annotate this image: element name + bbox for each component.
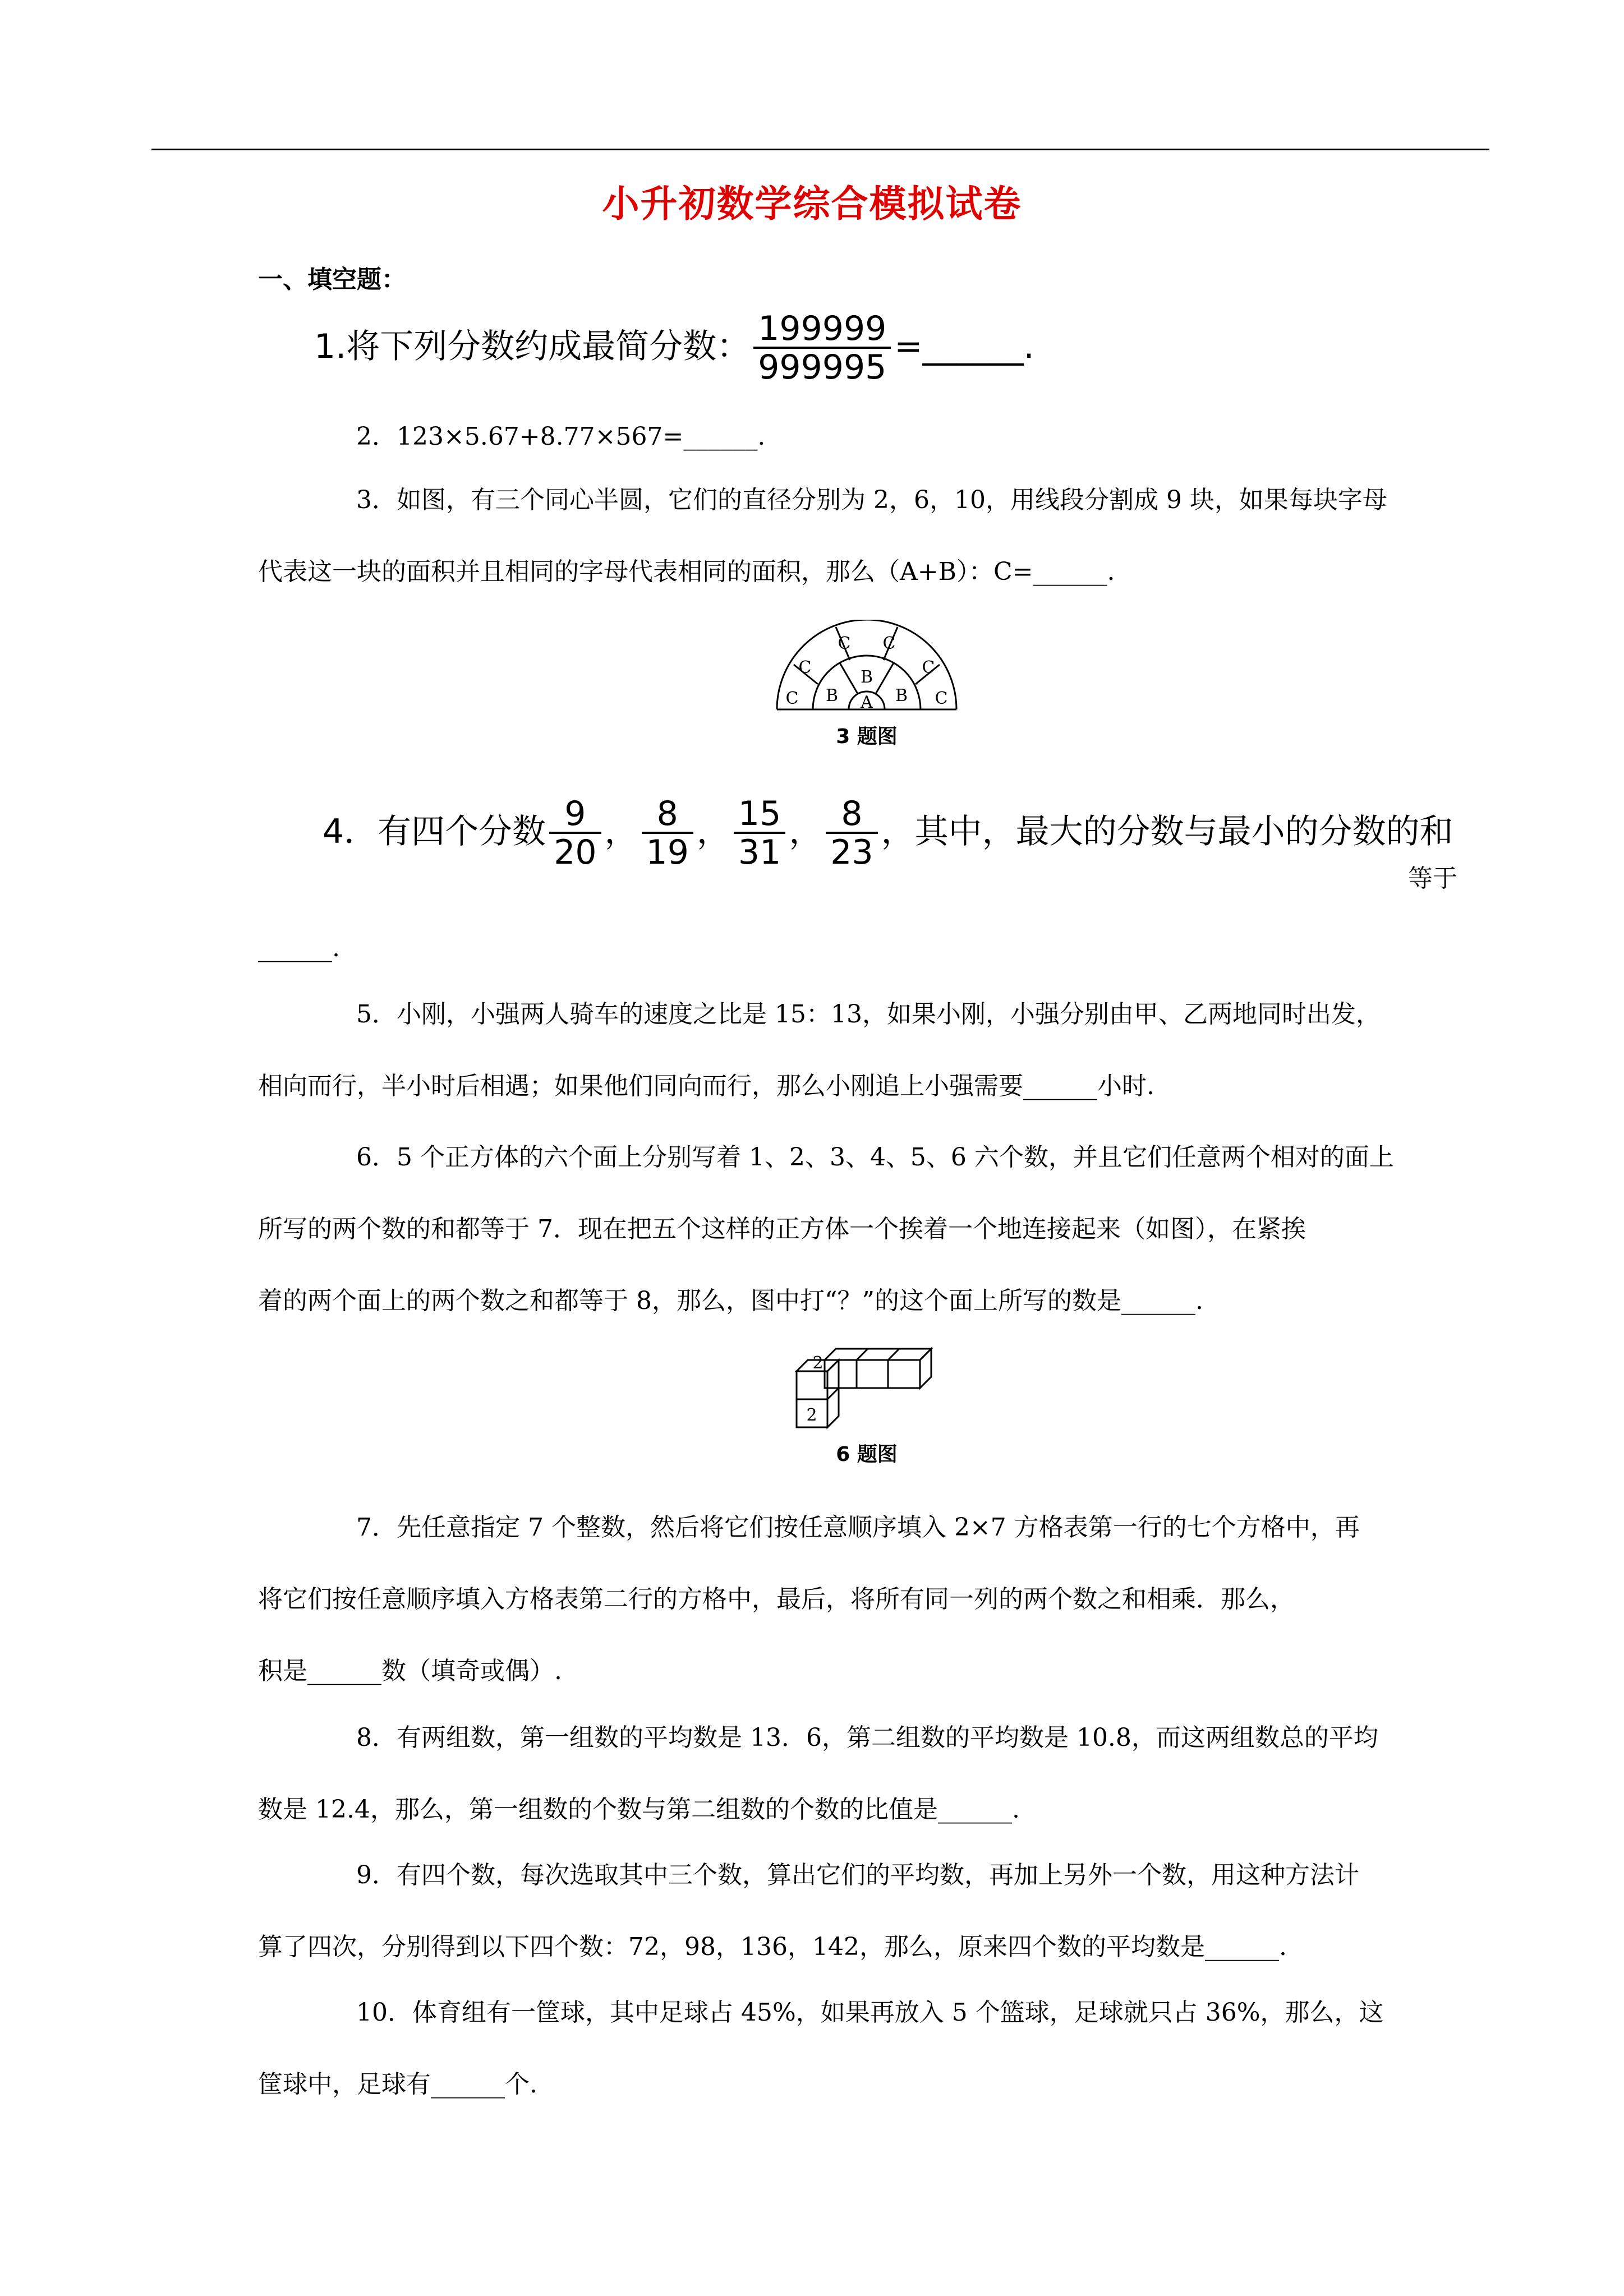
question-6-figure <box>791 1338 937 1433</box>
region-a-label: A <box>861 693 873 712</box>
region-c-label-5: C <box>922 658 935 677</box>
question-1 <box>314 311 1034 386</box>
question-8-line-1: 8．有两组数，第一组数的平均数是 13．6，第二组数的平均数是 10.8，而这两组数总的平均 <box>356 1723 1378 1752</box>
question-3-figure <box>774 620 959 718</box>
question-6-line-2: 所写的两个数的和都等于 7．现在把五个这样的正方体一个挨着一个地连接起来（如图），在紧挨 <box>258 1215 1306 1243</box>
question-9-line-2: 算了四次，分别得到以下四个数：72，98，136，142，那么，原来四个数的平均数是______. <box>258 1933 1287 1961</box>
question-4-tail: 等于 <box>1408 864 1457 893</box>
question-3 <box>258 464 1492 608</box>
question-3-line-2: 代表这一块的面积并且相同的字母代表相同的面积，那么（A+B）：C=______. <box>258 557 1115 586</box>
question-7-line-3: 积是______数（填奇或偶）. <box>258 1657 562 1685</box>
question-4-prefix: 4．有四个分数 <box>323 812 546 852</box>
question-9 <box>258 1839 1492 1983</box>
question-1-suffix: =______. <box>894 327 1034 367</box>
question-4-fraction-1: $\frac{9}{20}$ <box>549 796 601 871</box>
question-3-figure-caption: 3 题图 <box>836 725 898 748</box>
question-4-fraction-2: $\frac{8}{19}$ <box>642 796 693 871</box>
question-10 <box>258 1977 1492 2120</box>
section-heading: 一、填空题： <box>258 265 406 294</box>
region-c-label-6: C <box>935 689 948 708</box>
question-2 <box>258 401 1492 473</box>
question-4-fraction-3: $\frac{15}{31}$ <box>734 796 785 871</box>
region-b-label-top: B <box>860 667 873 687</box>
question-7 <box>258 1492 1492 1707</box>
question-4: 4．有四个分数 $\frac{9}{20}$ ， $\frac{8}{19}$ ， $\frac{15}{31}$ ， $\frac{8}{23}$ ，其中，最大的分数与最小的分数的和 <box>323 794 1453 872</box>
question-6-line-1: 6．5 个正方体的六个面上分别写着 1、2、3、4、5、6 六个数，并且它们任意两个相对的面上 <box>356 1143 1394 1172</box>
region-c-label-4: C <box>882 634 896 653</box>
region-c-label-3: C <box>838 634 851 653</box>
page-title: 小升初数学综合模拟试卷 <box>602 182 1022 225</box>
cube-top-label: 2 <box>812 1353 823 1373</box>
question-3-line-1: 3．如图，有三个同心半圆，它们的直径分别为 2，6，10，用线段分割成 9 块，如果每块字母 <box>356 486 1387 514</box>
cube-front-label: 2 <box>806 1405 817 1425</box>
question-1-fraction <box>753 311 891 386</box>
region-b-label-right: B <box>895 686 908 706</box>
question-5-line-2: 相向而行，半小时后相遇；如果他们同向而行，那么小刚追上小强需要______小时. <box>258 1072 1154 1100</box>
header-rule <box>151 149 1489 150</box>
question-8-line-2: 数是 12.4，那么，第一组数的个数与第二组数的个数的比值是______. <box>258 1795 1020 1824</box>
question-5-line-1: 5．小刚，小强两人骑车的速度之比是 15：13，如果小刚，小强分别由甲、乙两地同时出发， <box>356 1000 1381 1029</box>
question-4-suffix: ，其中，最大的分数与最小的分数的和 <box>881 812 1453 852</box>
question-2-text: 2．123×5.67+8.77×567=______. <box>356 422 766 451</box>
question-1-numerator: 199999 <box>753 311 891 349</box>
question-1-prefix: 1.将下列分数约成最简分数： <box>314 327 751 367</box>
question-4-blank-line: ______. <box>258 934 340 962</box>
question-1-denominator: 999995 <box>758 348 887 387</box>
question-9-line-1: 9．有四个数，每次选取其中三个数，算出它们的平均数，再加上另外一个数，用这种方法计 <box>356 1861 1359 1889</box>
question-5 <box>258 979 1492 1122</box>
region-c-label-2: C <box>798 658 812 677</box>
question-10-line-1: 10．体育组有一筐球，其中足球占 45%，如果再放入 5 个篮球，足球就只占 36%，那么，这 <box>356 1998 1384 2027</box>
question-6-line-3: 着的两个面上的两个数之和都等于 8，那么，图中打“？”的这个面上所写的数是______. <box>258 1287 1203 1315</box>
question-6 <box>258 1122 1492 1337</box>
question-7-line-1: 7．先任意指定 7 个整数，然后将它们按任意顺序填入 2×7 方格表第一行的七个方格中，再 <box>356 1513 1360 1542</box>
question-8 <box>258 1702 1492 1846</box>
region-b-label-left: B <box>825 686 839 706</box>
question-10-line-2: 筐球中，足球有______个. <box>258 2070 537 2099</box>
region-c-label-1: C <box>785 689 799 708</box>
question-4-fraction-4: $\frac{8}{23}$ <box>826 796 877 871</box>
question-7-line-2: 将它们按任意顺序填入方格表第二行的方格中，最后，将所有同一列的两个数之和相乘．那么， <box>258 1585 1295 1613</box>
question-6-figure-caption: 6 题图 <box>836 1443 898 1466</box>
